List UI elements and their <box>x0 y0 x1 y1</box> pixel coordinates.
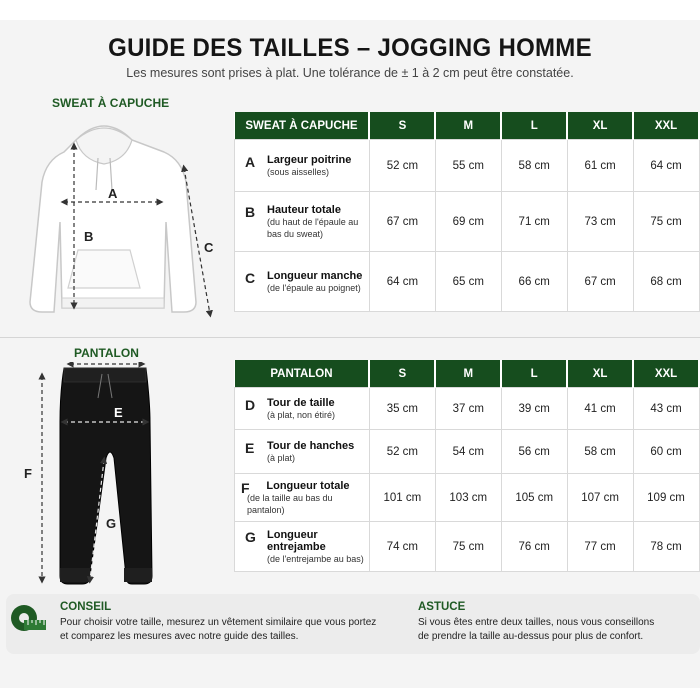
table-cell: 41 cm <box>567 388 633 430</box>
table-cell: 68 cm <box>633 252 699 312</box>
hoodie-letter-b: B <box>84 229 94 244</box>
table-cell: 71 cm <box>501 192 567 252</box>
table-cell: 77 cm <box>567 522 633 572</box>
pants-section-label: PANTALON <box>74 346 139 360</box>
hoodie-illustration <box>14 112 224 328</box>
table-cell: 101 cm <box>369 474 435 522</box>
size-header-s: S <box>369 360 435 388</box>
row-label <box>235 430 370 474</box>
table-cell: 64 cm <box>369 252 435 312</box>
table-cell: 35 cm <box>369 388 435 430</box>
hoodie-table-header: SWEAT À CAPUCHE <box>235 112 370 140</box>
table-cell: 60 cm <box>633 430 699 474</box>
row-label <box>235 192 370 252</box>
table-cell: 58 cm <box>567 430 633 474</box>
table-cell: 69 cm <box>435 192 501 252</box>
table-cell: 107 cm <box>567 474 633 522</box>
table-cell: 58 cm <box>501 140 567 192</box>
table-cell: 43 cm <box>633 388 699 430</box>
row-label <box>235 252 370 312</box>
row-subtitle: (de l'entrejambe au bas) <box>267 553 364 564</box>
row-letter: G <box>245 528 256 545</box>
table-cell: 52 cm <box>369 430 435 474</box>
row-title: Tour de hanches <box>267 439 355 452</box>
hoodie-size-table <box>234 112 700 312</box>
row-label <box>235 388 370 430</box>
table-cell: 61 cm <box>567 140 633 192</box>
pants-size-table <box>234 360 700 572</box>
row-letter: D <box>245 396 256 413</box>
row-letter: B <box>245 203 256 220</box>
hoodie-letter-a: A <box>108 186 118 201</box>
pants-letter-g: G <box>106 516 117 531</box>
table-cell: 103 cm <box>435 474 501 522</box>
table-row <box>235 474 700 522</box>
size-header-xl: XL <box>567 112 633 140</box>
table-cell: 56 cm <box>501 430 567 474</box>
section-divider <box>0 337 700 338</box>
table-cell: 76 cm <box>501 522 567 572</box>
hoodie-letter-c: C <box>204 240 214 255</box>
table-cell: 73 cm <box>567 192 633 252</box>
table-row <box>235 192 700 252</box>
table-row <box>235 430 700 474</box>
pants-illustration <box>18 362 168 588</box>
table-cell: 37 cm <box>435 388 501 430</box>
row-title: Longueur totale <box>266 479 350 492</box>
table-cell: 65 cm <box>435 252 501 312</box>
pants-table-header: PANTALON <box>235 360 370 388</box>
row-title: Largeur poitrine <box>267 153 352 166</box>
row-letter: C <box>245 269 256 286</box>
table-cell: 75 cm <box>633 192 699 252</box>
table-cell: 52 cm <box>369 140 435 192</box>
row-subtitle: (du haut de l'épaule au bas du sweat) <box>267 216 359 239</box>
table-row <box>235 252 700 312</box>
row-label <box>235 474 370 522</box>
hoodie-section-label: SWEAT À CAPUCHE <box>52 96 170 110</box>
astuce-text-line2: de prendre la taille au-dessus pour plus de confort. <box>418 631 644 642</box>
table-row <box>235 140 700 192</box>
row-letter: F <box>241 479 250 496</box>
row-title: Tour de taille <box>267 396 335 409</box>
table-cell: 78 cm <box>633 522 699 572</box>
conseil-title: CONSEIL <box>60 601 112 613</box>
table-cell: 109 cm <box>633 474 699 522</box>
table-row <box>235 522 700 572</box>
table-cell: 74 cm <box>369 522 435 572</box>
table-cell: 55 cm <box>435 140 501 192</box>
page-title: GUIDE DES TAILLES – JOGGING HOMME <box>108 34 592 62</box>
size-header-s: S <box>369 112 435 140</box>
table-row <box>235 388 700 430</box>
size-header-l: L <box>501 112 567 140</box>
row-subtitle: (sous aisselles) <box>267 166 330 177</box>
size-header-m: M <box>435 112 501 140</box>
size-header-xl: XL <box>567 360 633 388</box>
row-letter: E <box>245 439 255 456</box>
page-subtitle: Les mesures sont prises à plat. Une tolérance de ± 1 à 2 cm peut être constatée. <box>126 66 574 80</box>
pants-letter-f: F <box>24 466 32 481</box>
table-cell: 39 cm <box>501 388 567 430</box>
astuce-text-line1: Si vous êtes entre deux tailles, nous vous conseillons <box>418 617 655 628</box>
table-cell: 75 cm <box>435 522 501 572</box>
row-subtitle: (de l'épaule au poignet) <box>267 282 361 293</box>
table-cell: 105 cm <box>501 474 567 522</box>
measuring-tape-icon <box>10 604 48 632</box>
table-cell: 54 cm <box>435 430 501 474</box>
row-letter: A <box>245 153 256 170</box>
size-header-l: L <box>501 360 567 388</box>
pants-letter-e: E <box>114 405 123 420</box>
size-header-xxl: XXL <box>633 112 699 140</box>
size-header-xxl: XXL <box>633 360 699 388</box>
row-subtitle: (de la taille au bas du pantalon) <box>247 492 333 515</box>
row-subtitle: (à plat, non étiré) <box>267 409 336 420</box>
size-header-m: M <box>435 360 501 388</box>
astuce-title: ASTUCE <box>418 601 466 613</box>
conseil-text-line2: et comparez les mesures avec notre guide des tailles. <box>60 631 299 642</box>
table-cell: 64 cm <box>633 140 699 192</box>
table-cell: 67 cm <box>369 192 435 252</box>
conseil-text-line1: Pour choisir votre taille, mesurez un vêtement similaire que vous portez <box>60 617 377 628</box>
table-cell: 67 cm <box>567 252 633 312</box>
row-label <box>235 140 370 192</box>
row-subtitle: (à plat) <box>267 452 296 463</box>
row-title: Longueur entrejambe <box>267 528 326 553</box>
row-label <box>235 522 370 572</box>
row-title: Longueur manche <box>267 269 363 282</box>
table-cell: 66 cm <box>501 252 567 312</box>
row-title: Hauteur totale <box>267 203 341 216</box>
